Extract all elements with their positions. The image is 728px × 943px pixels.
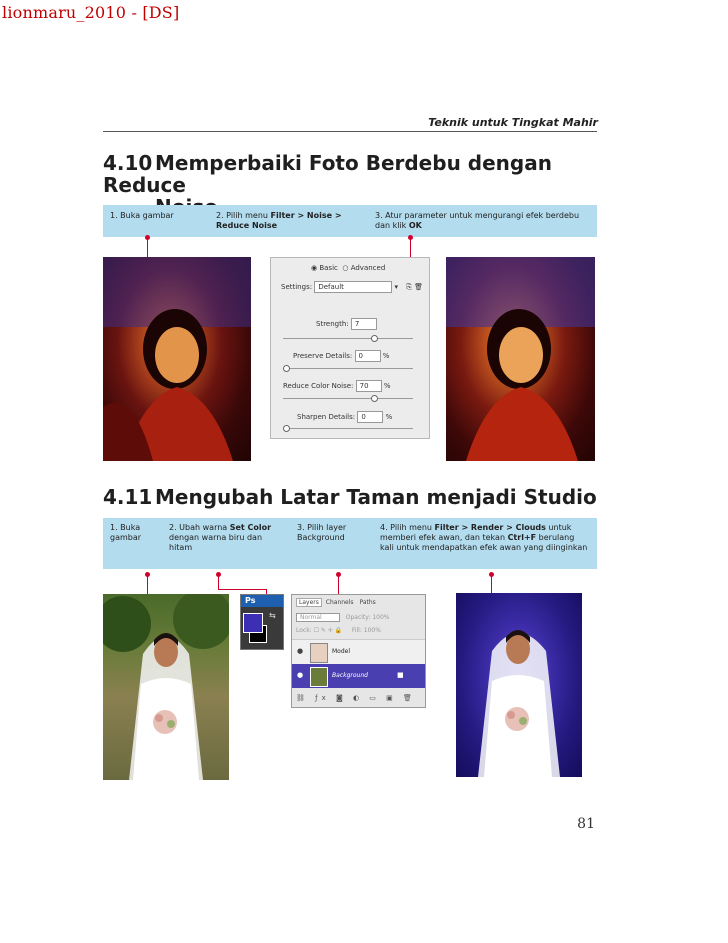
eye-icon[interactable]: ● <box>297 671 304 679</box>
basic-radio[interactable]: ◉ Basic <box>311 264 338 272</box>
opacity-input[interactable]: 100% <box>372 614 390 621</box>
studio-bride-photo <box>456 593 582 777</box>
pointer-line <box>218 589 266 590</box>
layers-panel <box>291 594 426 708</box>
settings-label: Settings: <box>281 283 313 291</box>
header-rule <box>103 131 597 132</box>
section-number: 4.10 <box>103 151 153 175</box>
sharpen-details-slider[interactable] <box>283 428 413 429</box>
watermark: lionmaru_2010 - [DS] <box>2 3 180 22</box>
layer-name: Model <box>332 648 351 655</box>
save-settings-icon[interactable]: ⎘ <box>406 283 412 291</box>
layer-thumbnail <box>310 667 328 687</box>
eye-icon[interactable]: ● <box>297 647 304 655</box>
preserve-details-input[interactable]: 0 <box>355 350 381 362</box>
strength-slider[interactable] <box>283 338 413 339</box>
toolbox-color-swatch <box>240 594 284 650</box>
noisy-portrait-photo <box>103 257 251 461</box>
step-1: 1. Buka gambar <box>110 211 174 220</box>
step-4: 4. Pilih menu Filter > Render > Clouds untuk memberi efek awan, dan tekan Ctrl+F berulang kali untuk mendapatkan efek awan yang diinginkan <box>380 523 588 552</box>
bride-illustration <box>103 594 229 780</box>
delete-settings-icon[interactable]: 🗑 <box>414 283 424 291</box>
chevron-down-icon[interactable]: ▾ <box>394 283 399 291</box>
sharpen-details-row: Sharpen Details: 0 % <box>297 413 393 421</box>
strength-input[interactable]: 7 <box>351 318 377 330</box>
section-title-line1: Memperbaiki Foto Berdebu dengan Reduce <box>103 151 552 197</box>
preserve-details-row: Preserve Details: 0 % <box>293 352 390 360</box>
running-head: Teknik untuk Tingkat Mahir <box>428 116 598 129</box>
layer-name: Background <box>332 672 368 679</box>
step-bar-4-10 <box>103 205 597 237</box>
sharpen-details-slider-thumb[interactable] <box>283 425 290 432</box>
section-number: 4.11 <box>103 485 153 509</box>
lock-icons[interactable]: ☐ ✎ ✛ 🔒 <box>313 627 343 634</box>
step-bar-4-11 <box>103 518 597 569</box>
layer-row-model[interactable] <box>292 639 425 664</box>
reduce-color-noise-input[interactable]: 70 <box>356 380 382 392</box>
reduce-color-noise-slider[interactable] <box>283 398 413 399</box>
swap-colors-icon[interactable]: ⇆ <box>269 611 276 620</box>
strength-slider-thumb[interactable] <box>371 335 378 342</box>
portrait-illustration <box>103 257 251 461</box>
section-title: Mengubah Latar Taman menjadi Studio <box>155 485 597 509</box>
clean-portrait-photo <box>446 257 595 461</box>
pointer-line <box>218 574 219 590</box>
layers-panel-tabs <box>296 599 378 606</box>
portrait-illustration <box>446 257 595 461</box>
preserve-details-slider[interactable] <box>283 368 413 369</box>
step-1: 1. Buka gambar <box>110 523 142 542</box>
reduce-color-noise-row: Reduce Color Noise: 70 % <box>283 382 391 390</box>
blend-mode-select[interactable]: Normal <box>296 613 340 622</box>
blend-opacity-row: Normal Opacity: 100% <box>296 613 389 622</box>
settings-select[interactable]: Default <box>314 281 392 293</box>
page-number: 81 <box>577 816 595 832</box>
layer-thumbnail <box>310 643 328 663</box>
photoshop-logo: Ps <box>241 595 283 607</box>
tab-channels[interactable]: Channels <box>325 599 354 606</box>
lock-icon: ■ <box>397 671 404 679</box>
preserve-details-slider-thumb[interactable] <box>283 365 290 372</box>
strength-row: Strength: 7 <box>316 318 377 330</box>
step-2: 2. Pilih menu Filter > Noise > Reduce Noise <box>216 211 342 230</box>
bride-illustration <box>456 593 582 777</box>
lock-fill-row: Lock: ☐ ✎ ✛ 🔒 Fill: 100% <box>296 627 381 634</box>
mode-radio-group <box>311 264 385 272</box>
garden-bride-photo <box>103 594 229 780</box>
section-4-11-title <box>103 486 603 508</box>
step-2: 2. Ubah warna Set Color dengan warna biru dan hitam <box>169 523 272 552</box>
settings-row <box>281 281 423 293</box>
reduce-color-noise-slider-thumb[interactable] <box>371 395 378 402</box>
tab-layers[interactable]: Layers <box>296 598 322 607</box>
fill-input[interactable]: 100% <box>363 627 381 634</box>
foreground-color-swatch[interactable] <box>243 613 263 633</box>
advanced-radio[interactable]: ○ Advanced <box>342 264 386 272</box>
layer-row-background[interactable] <box>292 664 425 688</box>
tab-paths[interactable]: Paths <box>359 599 376 606</box>
step-3: 3. Pilih layer Background <box>297 523 347 542</box>
sharpen-details-input[interactable]: 0 <box>357 411 383 423</box>
step-3: 3. Atur parameter untuk mengurangi efek berdebu dan klik OK <box>375 211 580 230</box>
reduce-noise-dialog <box>270 257 430 439</box>
layers-panel-footer-icons[interactable]: ⛓ ƒx ◙ ◐ ▭ ▣ 🗑 <box>296 694 416 702</box>
